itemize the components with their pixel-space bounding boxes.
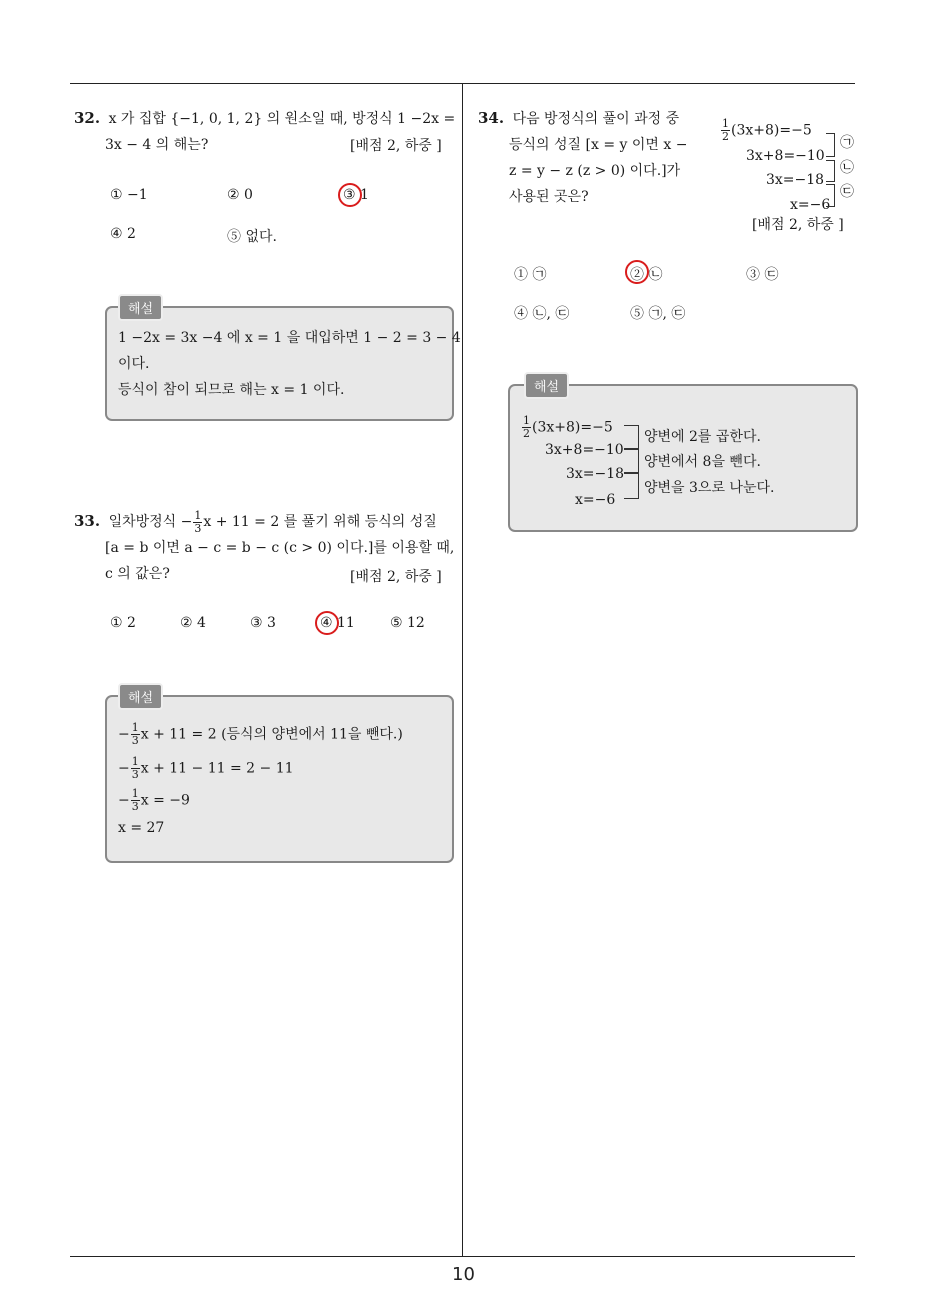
q34-choice-5[interactable]: ⑤ ㉠, ㉢	[630, 306, 686, 322]
page-number: 10	[452, 1264, 475, 1285]
q32-line2: 3x − 4 의 해는?	[105, 137, 209, 153]
q32-choice-4[interactable]: ④ 2	[110, 226, 136, 242]
q33-choice-4[interactable]: ④ 11	[320, 615, 355, 631]
q34-solution-note-3: 양변을 3으로 나눈다.	[644, 480, 775, 496]
q33-number: 33.	[74, 512, 101, 530]
q32-solution-line-3: 등식이 참이 되므로 해는 x = 1 이다.	[118, 382, 345, 398]
q33-fraction: $\frac{1}{3}$	[194, 508, 202, 535]
q34-solution-step-2: 3x+8=−10	[545, 442, 624, 458]
q34-line1: 다음 방정식의 풀이 과정 중	[512, 111, 680, 127]
column-divider	[462, 83, 463, 1257]
q34-choice-2[interactable]: ② ㉡	[630, 267, 663, 283]
q34-solution-note-1: 양변에 2를 곱한다.	[644, 429, 761, 445]
q34-solution-step-3: 3x=−18	[566, 466, 625, 482]
q33-choice-3[interactable]: ③ 3	[250, 615, 276, 631]
q34-label-3: ㉢	[840, 184, 854, 200]
q34-line4: 사용된 곳은?	[509, 189, 589, 205]
q33-choice-2[interactable]: ② 4	[180, 615, 206, 631]
q34-bracket-1	[826, 133, 835, 157]
q32-meta: [배점 2, 하중 ]	[350, 138, 442, 154]
q34-step-4: x=−6	[790, 197, 831, 213]
q32-solution-line-1: 1 −2x = 3x −4 에 x = 1 을 대입하면 1 − 2 = 3 − 4	[118, 330, 461, 346]
q34-choice-4[interactable]: ④ ㉡, ㉢	[514, 306, 570, 322]
q34-bracket-3	[826, 184, 835, 207]
q32-solution-box	[105, 306, 454, 421]
q33-line2: [a = b 이면 a − c = b − c (c > 0) 이다.]를 이용할 때,	[105, 540, 455, 556]
q34-solution-step-1: $\frac{1}{2}$ (3x+8)=−5	[523, 414, 613, 440]
q33-answer-mark	[315, 611, 339, 635]
q34-label-1: ㉠	[840, 135, 854, 151]
q33-solution-line-1: − $\frac{1}{3}$ x + 11 = 2 (등식의 양변에서 11을 뺀다.)	[118, 721, 403, 747]
q33-choice-5[interactable]: ⑤ 12	[390, 615, 425, 631]
q34-answer-mark	[625, 260, 649, 284]
q34-solution-bracket-3	[624, 473, 639, 499]
q34-label-2: ㉡	[840, 160, 854, 176]
q33-solution-line-4: x = 27	[118, 820, 165, 836]
q34-number: 34.	[478, 109, 505, 127]
q33-line1b: x + 11 = 2 를 풀기 위해 등식의 성질	[203, 514, 437, 530]
q32-choice-1[interactable]: ① −1	[110, 187, 148, 203]
q32-solution-tag: 해설	[118, 294, 163, 321]
q34-step-2: 3x+8=−10	[746, 148, 825, 164]
q33-line1a: 일차방정식 −	[108, 514, 193, 530]
q33-line3: c 의 값은?	[105, 566, 170, 582]
q32-choice-3[interactable]: ③ 1	[343, 187, 369, 203]
q34-step-1: $\frac{1}{2}$ (3x+8)=−5	[722, 117, 812, 143]
q33-choice-1[interactable]: ① 2	[110, 615, 136, 631]
q32-number: 32.	[74, 109, 101, 127]
q34-solution-tag: 해설	[524, 372, 569, 399]
q34-line3: z = y − z (z > 0) 이다.]가	[509, 163, 681, 179]
q34-choice-3[interactable]: ③ ㉢	[746, 267, 779, 283]
q32-choice-5[interactable]: ⑤ 없다.	[227, 229, 277, 245]
q34-choice-1[interactable]: ① ㉠	[514, 267, 547, 283]
q34-stem	[478, 105, 708, 210]
q32-solution-line-2: 이다.	[118, 356, 150, 372]
q34-solution-step-4: x=−6	[575, 492, 616, 508]
q33-meta: [배점 2, 하중 ]	[350, 569, 442, 585]
q34-solution-bracket-2	[624, 449, 639, 473]
q32-line1: x 가 집합 {−1, 0, 1, 2} 의 원소일 때, 방정식 1 −2x =	[108, 111, 456, 127]
q33-solution-line-3: − $\frac{1}{3}$ x = −9	[118, 787, 190, 813]
q32-answer-mark	[338, 183, 362, 207]
q34-meta: [배점 2, 하중 ]	[752, 217, 844, 233]
q34-line2: 등식의 성질 [x = y 이면 x −	[509, 137, 688, 153]
q34-step-3: 3x=−18	[766, 172, 825, 188]
q34-bracket-2	[826, 160, 835, 182]
q34-solution-note-2: 양변에서 8을 뺀다.	[644, 454, 761, 470]
q34-solution-bracket-1	[624, 425, 639, 449]
bottom-rule	[70, 1256, 855, 1257]
q33-solution-line-2: − $\frac{1}{3}$ x + 11 − 11 = 2 − 11	[118, 755, 294, 781]
q33-solution-tag: 해설	[118, 683, 163, 710]
q32-choice-2[interactable]: ② 0	[227, 187, 253, 203]
